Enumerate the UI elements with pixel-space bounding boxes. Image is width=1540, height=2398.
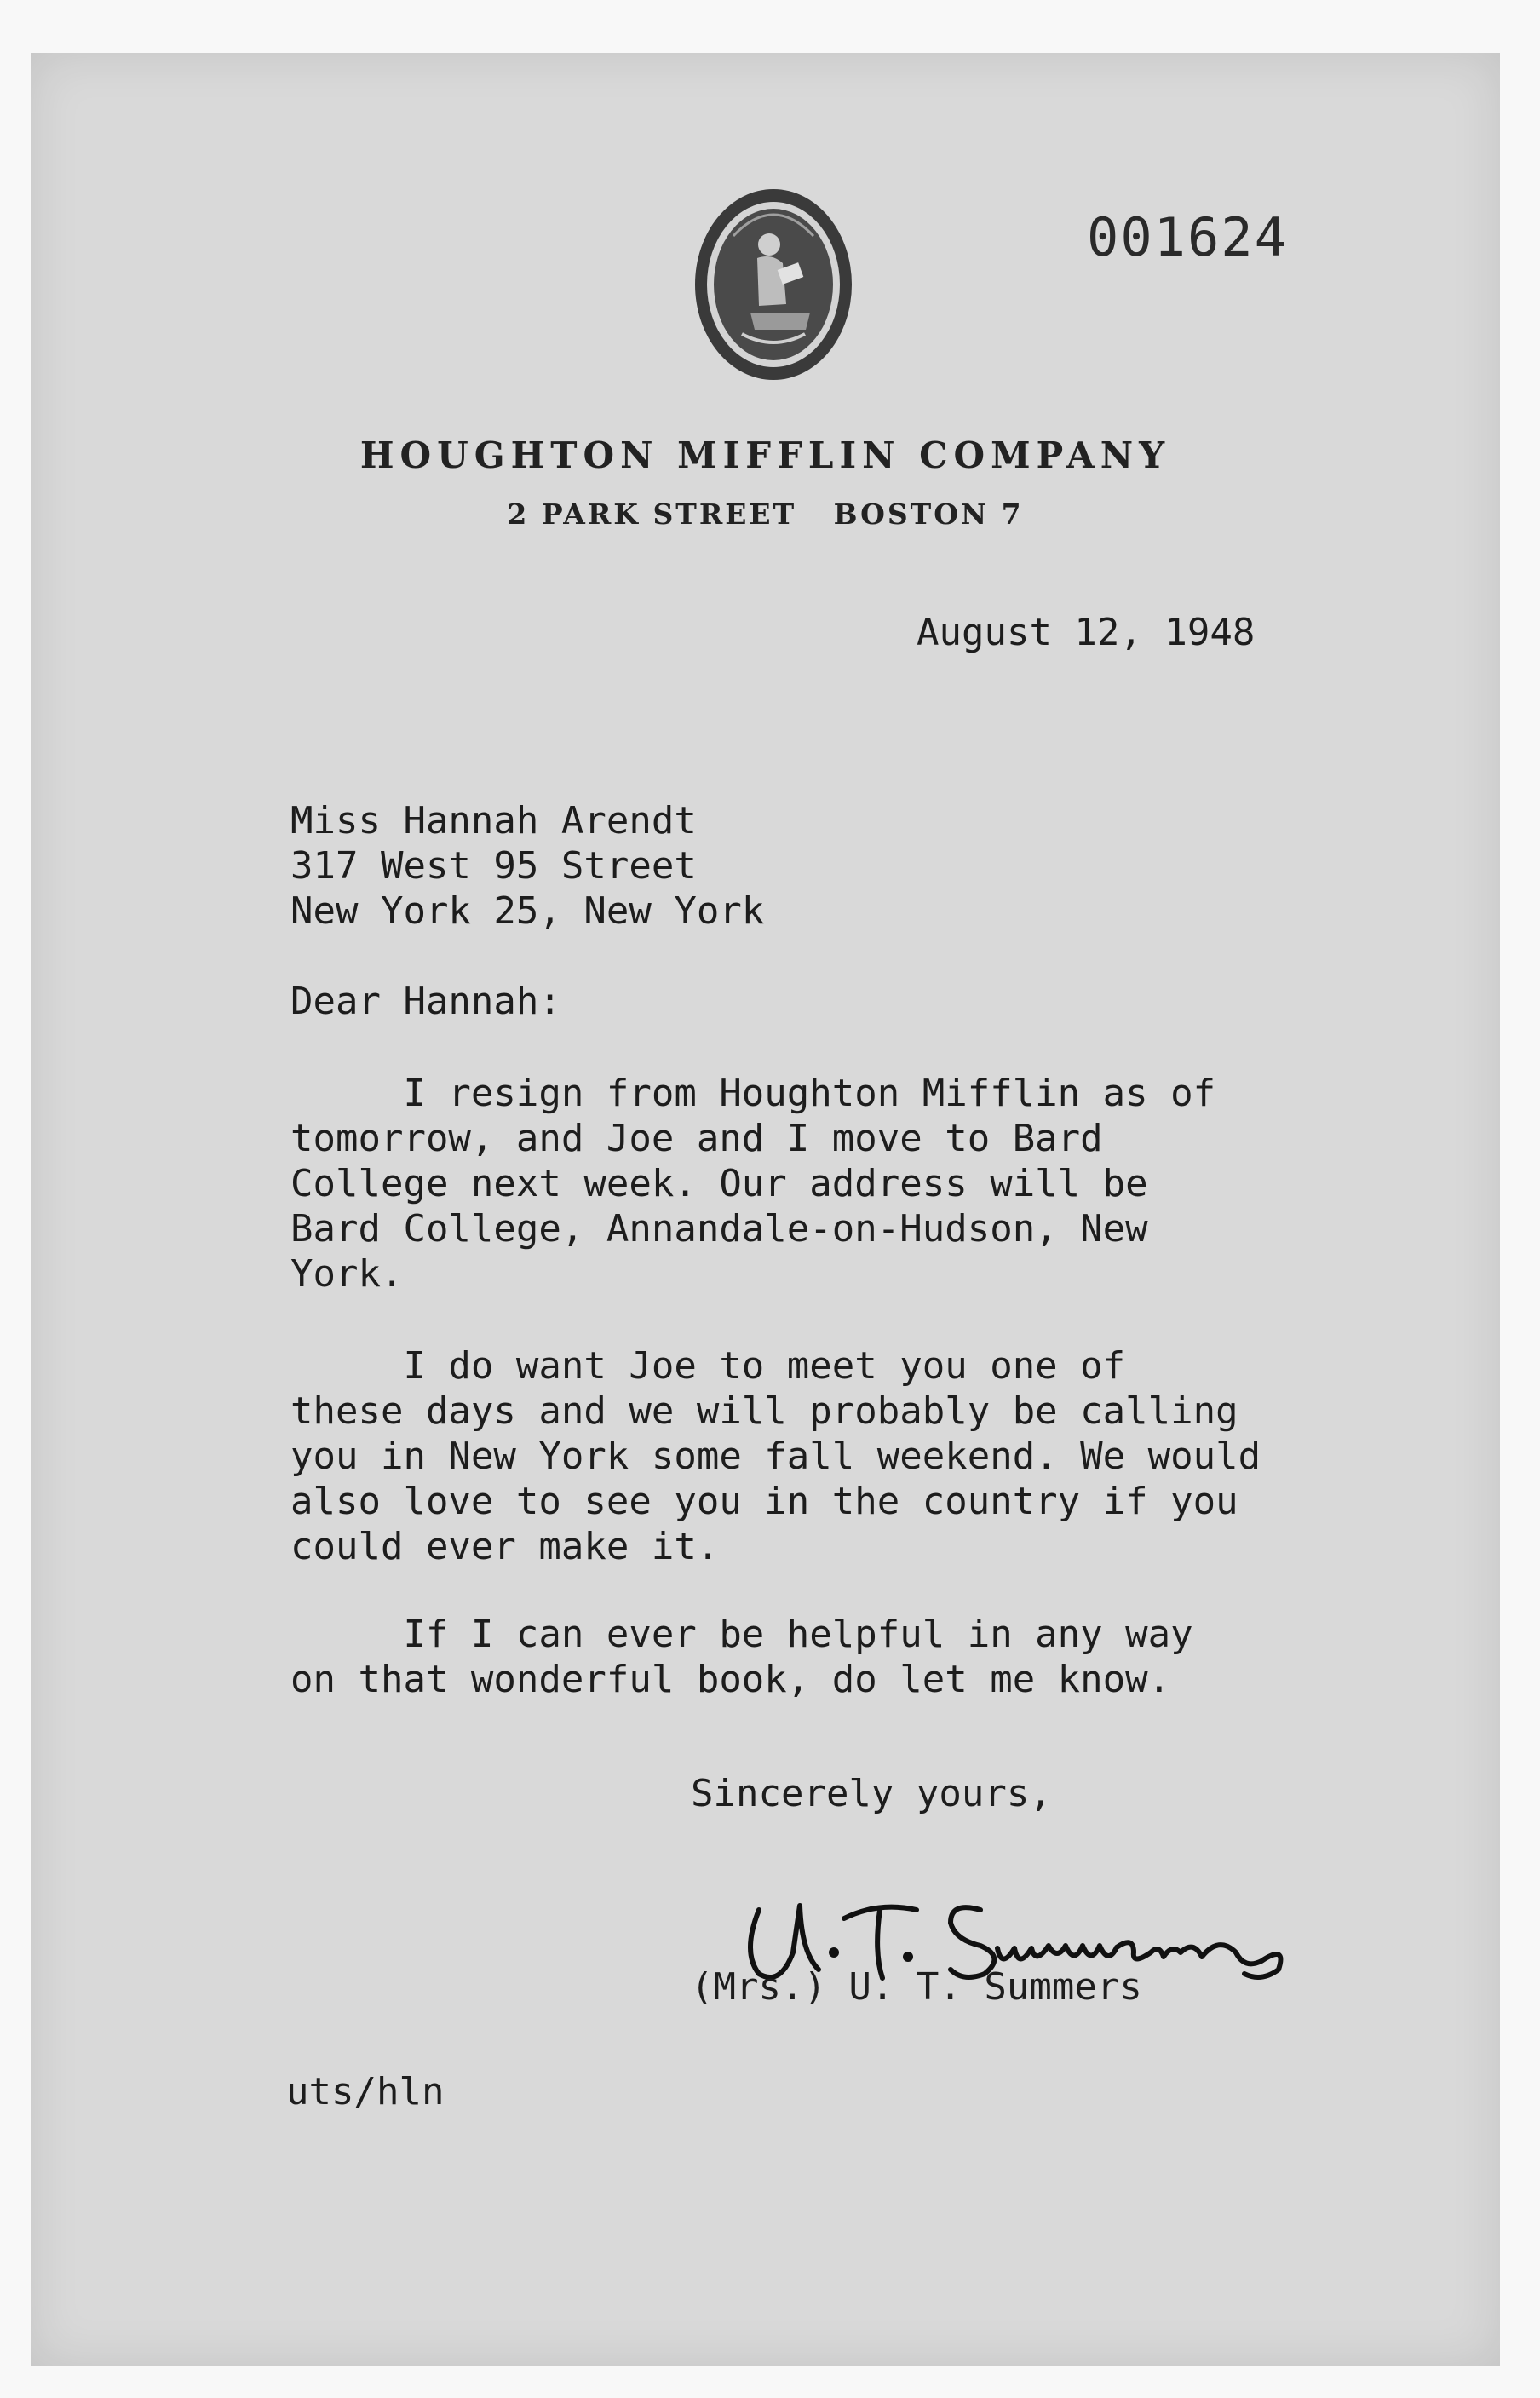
paragraph-line: I resign from Houghton Mifflin as of bbox=[290, 1072, 1216, 1115]
paragraph-line: tomorrow, and Joe and I move to Bard bbox=[290, 1117, 1103, 1160]
paragraph-line: York. bbox=[290, 1252, 404, 1296]
recipient-street: 317 West 95 Street bbox=[290, 844, 697, 888]
letter-sheet bbox=[31, 53, 1500, 2366]
publisher-seal-logo bbox=[691, 185, 857, 385]
paragraph-line: you in New York some fall weekend. We would bbox=[290, 1435, 1261, 1478]
signer-name: (Mrs.) U. T. Summers bbox=[691, 1965, 1142, 2009]
body-paragraph bbox=[290, 1071, 1215, 1297]
recipient-city: New York 25, New York bbox=[290, 889, 765, 933]
letter-date: August 12, 1948 bbox=[917, 611, 1256, 654]
closing: Sincerely yours, bbox=[691, 1772, 1052, 1815]
document-number: 001624 bbox=[1087, 206, 1288, 268]
salutation: Dear Hannah: bbox=[290, 980, 561, 1023]
paragraph-line: could ever make it. bbox=[290, 1525, 720, 1568]
paragraph-line: I do want Joe to meet you one of bbox=[290, 1344, 1126, 1388]
paragraph-line: College next week. Our address will be bbox=[290, 1162, 1148, 1205]
paragraph-line: Bard College, Annandale-on-Hudson, New bbox=[290, 1207, 1148, 1251]
paragraph-line: on that wonderful book, do let me know. bbox=[290, 1658, 1171, 1701]
recipient-name: Miss Hannah Arendt bbox=[290, 799, 697, 842]
paragraph-line: these days and we will probably be calling bbox=[290, 1389, 1238, 1433]
letterhead-address: 2 PARK STREET BOSTON 7 bbox=[507, 497, 1024, 531]
typist-initials: uts/hln bbox=[286, 2070, 445, 2113]
paragraph-line: also love to see you in the country if you bbox=[290, 1480, 1238, 1523]
letterhead-company: HOUGHTON MIFFLIN COMPANY bbox=[359, 434, 1171, 476]
body-paragraph bbox=[290, 1343, 1261, 1569]
paragraph-line: If I can ever be helpful in any way bbox=[290, 1613, 1193, 1656]
body-paragraph bbox=[290, 1612, 1193, 1702]
